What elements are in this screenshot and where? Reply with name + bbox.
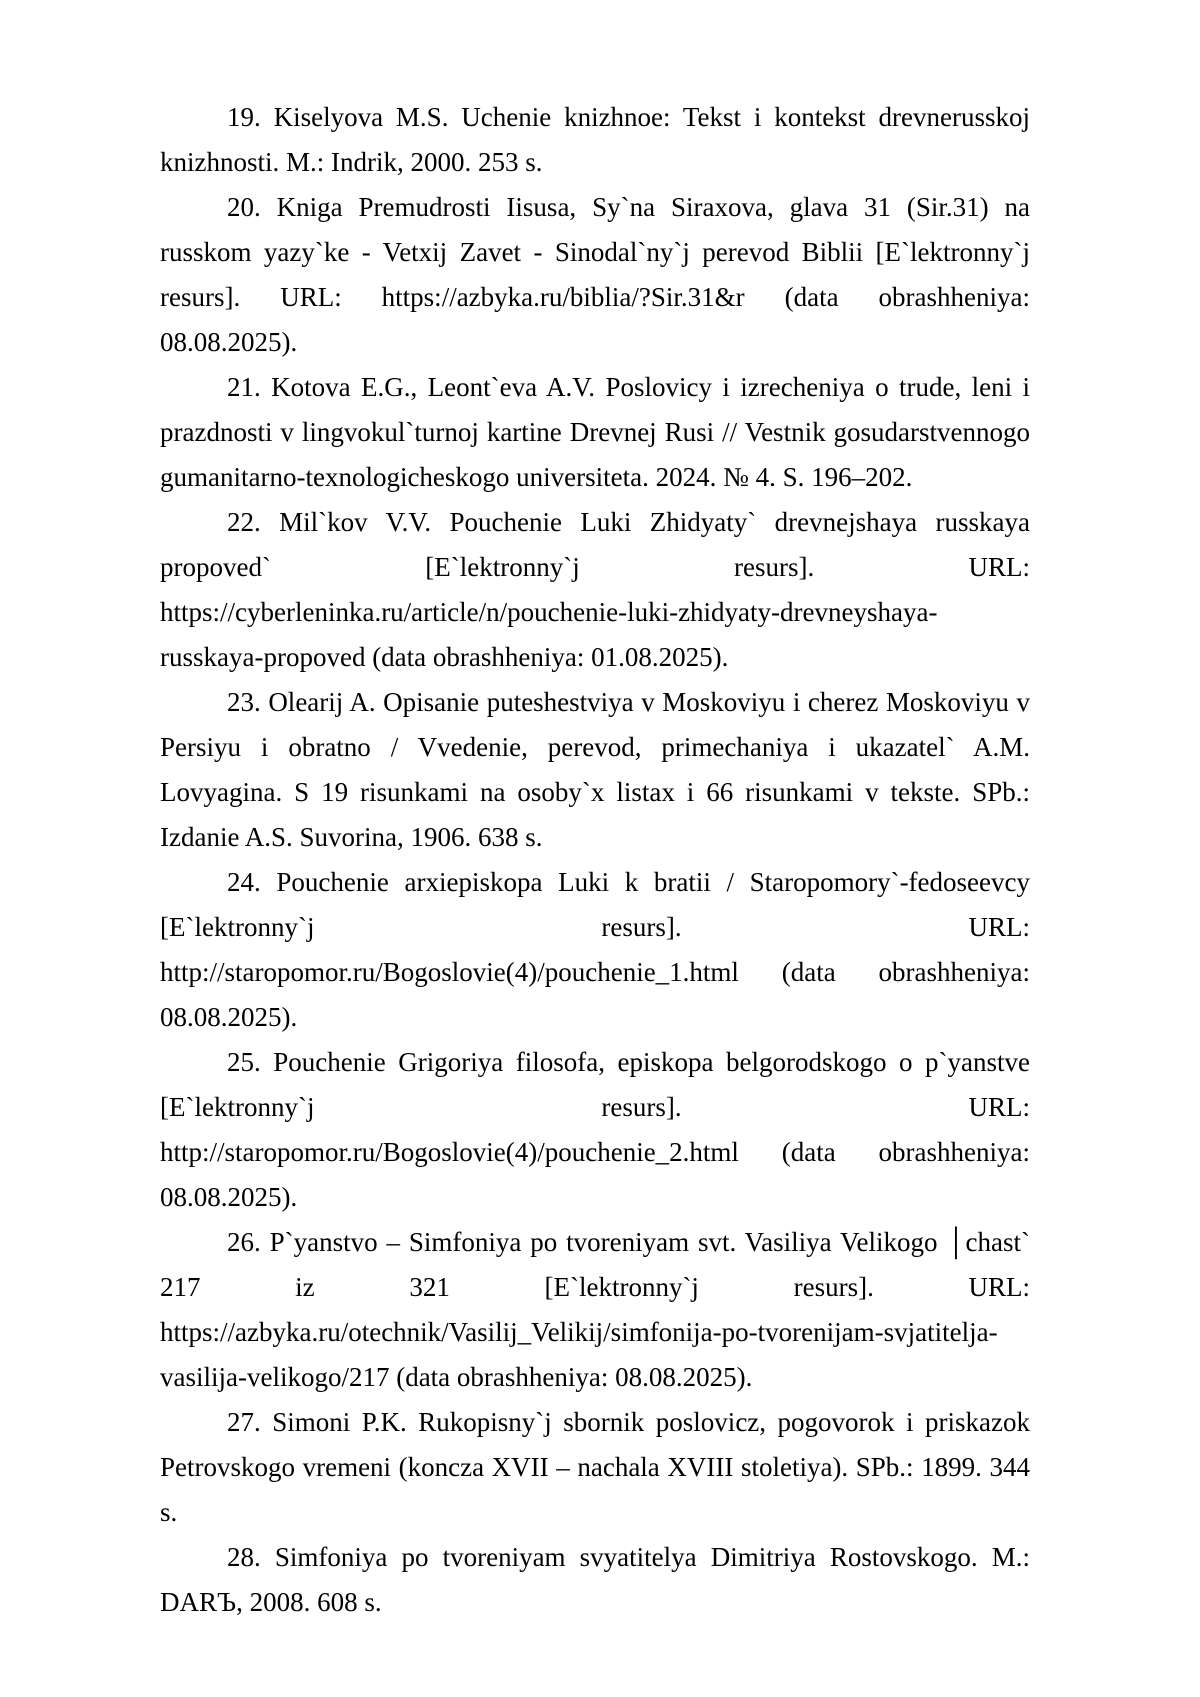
reference-text: Olearij A. Opisanie puteshestviya v Moskoviyu i cherez Moskoviyu v Persiyu i obratno / Vvedenie, perevod, primechaniya i ukazatel` A.M. Lovyagina. S 19 risunkami na osoby`x listax i 66 risunkami v tekste. SPb.: Izdanie A.S. Suvorina, 1906. 638 s. <box>160 687 1030 852</box>
reference-number: 24. <box>227 867 261 897</box>
reference-number: 21. <box>227 372 261 402</box>
reference-item <box>160 185 1030 365</box>
reference-item <box>160 1535 1030 1625</box>
reference-text: Kniga Premudrosti Iisusa, Sy`na Siraxova, glava 31 (Sir.31) na russkom yazy`ke - Vetxij Zavet - Sinodal`ny`j perevod Biblii [E`lektronny`j resurs]. URL: https://azbyka.ru/biblia/?Sir.31&r (data obrashheniya: 08.08.2025). <box>160 192 1030 357</box>
reference-item <box>160 500 1030 680</box>
reference-text: Simoni P.K. Rukopisny`j sbornik poslovicz, pogovorok i priskazok Petrovskogo vremeni (koncza XVII – nachala XVIII stoletiya). SPb.: 1899. 344 s. <box>160 1407 1030 1527</box>
reference-item <box>160 1220 1030 1400</box>
reference-number: 22. <box>227 507 261 537</box>
reference-item <box>160 680 1030 860</box>
reference-text: Kotova E.G., Leont`eva A.V. Poslovicy i izrecheniya o trude, leni i prazdnosti v lingvokul`turnoj kartine Drevnej Rusi // Vestnik gosudarstvennogo gumanitarno-texnologicheskogo universiteta. 2024. № 4. S. 196–202. <box>160 372 1030 492</box>
reference-number: 25. <box>227 1047 261 1077</box>
reference-item <box>160 1400 1030 1535</box>
reference-number: 19. <box>227 102 261 132</box>
reference-text: P`yanstvo – Simfoniya po tvoreniyam svt. Vasiliya Velikogo │chast` 217 iz 321 [E`lektronny`j resurs]. URL: https://azbyka.ru/otechnik/Vasilij_Velikij/simfonija-po-tvorenijam-svjatitelja-vasilija-velikogo/217 (data obrashheniya: 08.08.2025). <box>160 1227 1030 1392</box>
reference-number: 26. <box>227 1227 261 1257</box>
reference-number: 28. <box>227 1542 261 1572</box>
reference-text: Pouchenie arxiepiskopa Luki k bratii / Staropomory`-fedoseevcy [E`lektronny`j resurs]. URL: http://staropomor.ru/Bogoslovie(4)/pouchenie_1.html (data obrashheniya: 08.08.2025). <box>160 867 1030 1032</box>
reference-item <box>160 1040 1030 1220</box>
reference-number: 20. <box>227 192 261 222</box>
reference-text: Kiselyova M.S. Uchenie knizhnoe: Tekst i kontekst drevnerusskoj knizhnosti. M.: Indrik, 2000. 253 s. <box>160 102 1030 177</box>
reference-number: 23. <box>227 687 261 717</box>
reference-text: Simfoniya po tvoreniyam svyatitelya Dimitriya Rostovskogo. M.: DARЪ, 2008. 608 s. <box>160 1542 1030 1617</box>
reference-item <box>160 860 1030 1040</box>
reference-number: 27. <box>227 1407 261 1437</box>
reference-text: Pouchenie Grigoriya filosofa, episkopa belgorodskogo o p`yanstve [E`lektronny`j resurs]. URL: http://staropomor.ru/Bogoslovie(4)/pouchenie_2.html (data obrashheniya: 08.08.2025). <box>160 1047 1031 1212</box>
reference-text: Mil`kov V.V. Pouchenie Luki Zhidyaty` drevnejshaya russkaya propoved` [E`lektronny`j resurs]. URL: https://cyberleninka.ru/article/n/pouchenie-luki-zhidyaty-drevneyshaya-russkaya-propoved (data obrashheniya: 01.08.2025). <box>160 507 1030 672</box>
reference-item <box>160 95 1030 185</box>
reference-item <box>160 365 1030 500</box>
